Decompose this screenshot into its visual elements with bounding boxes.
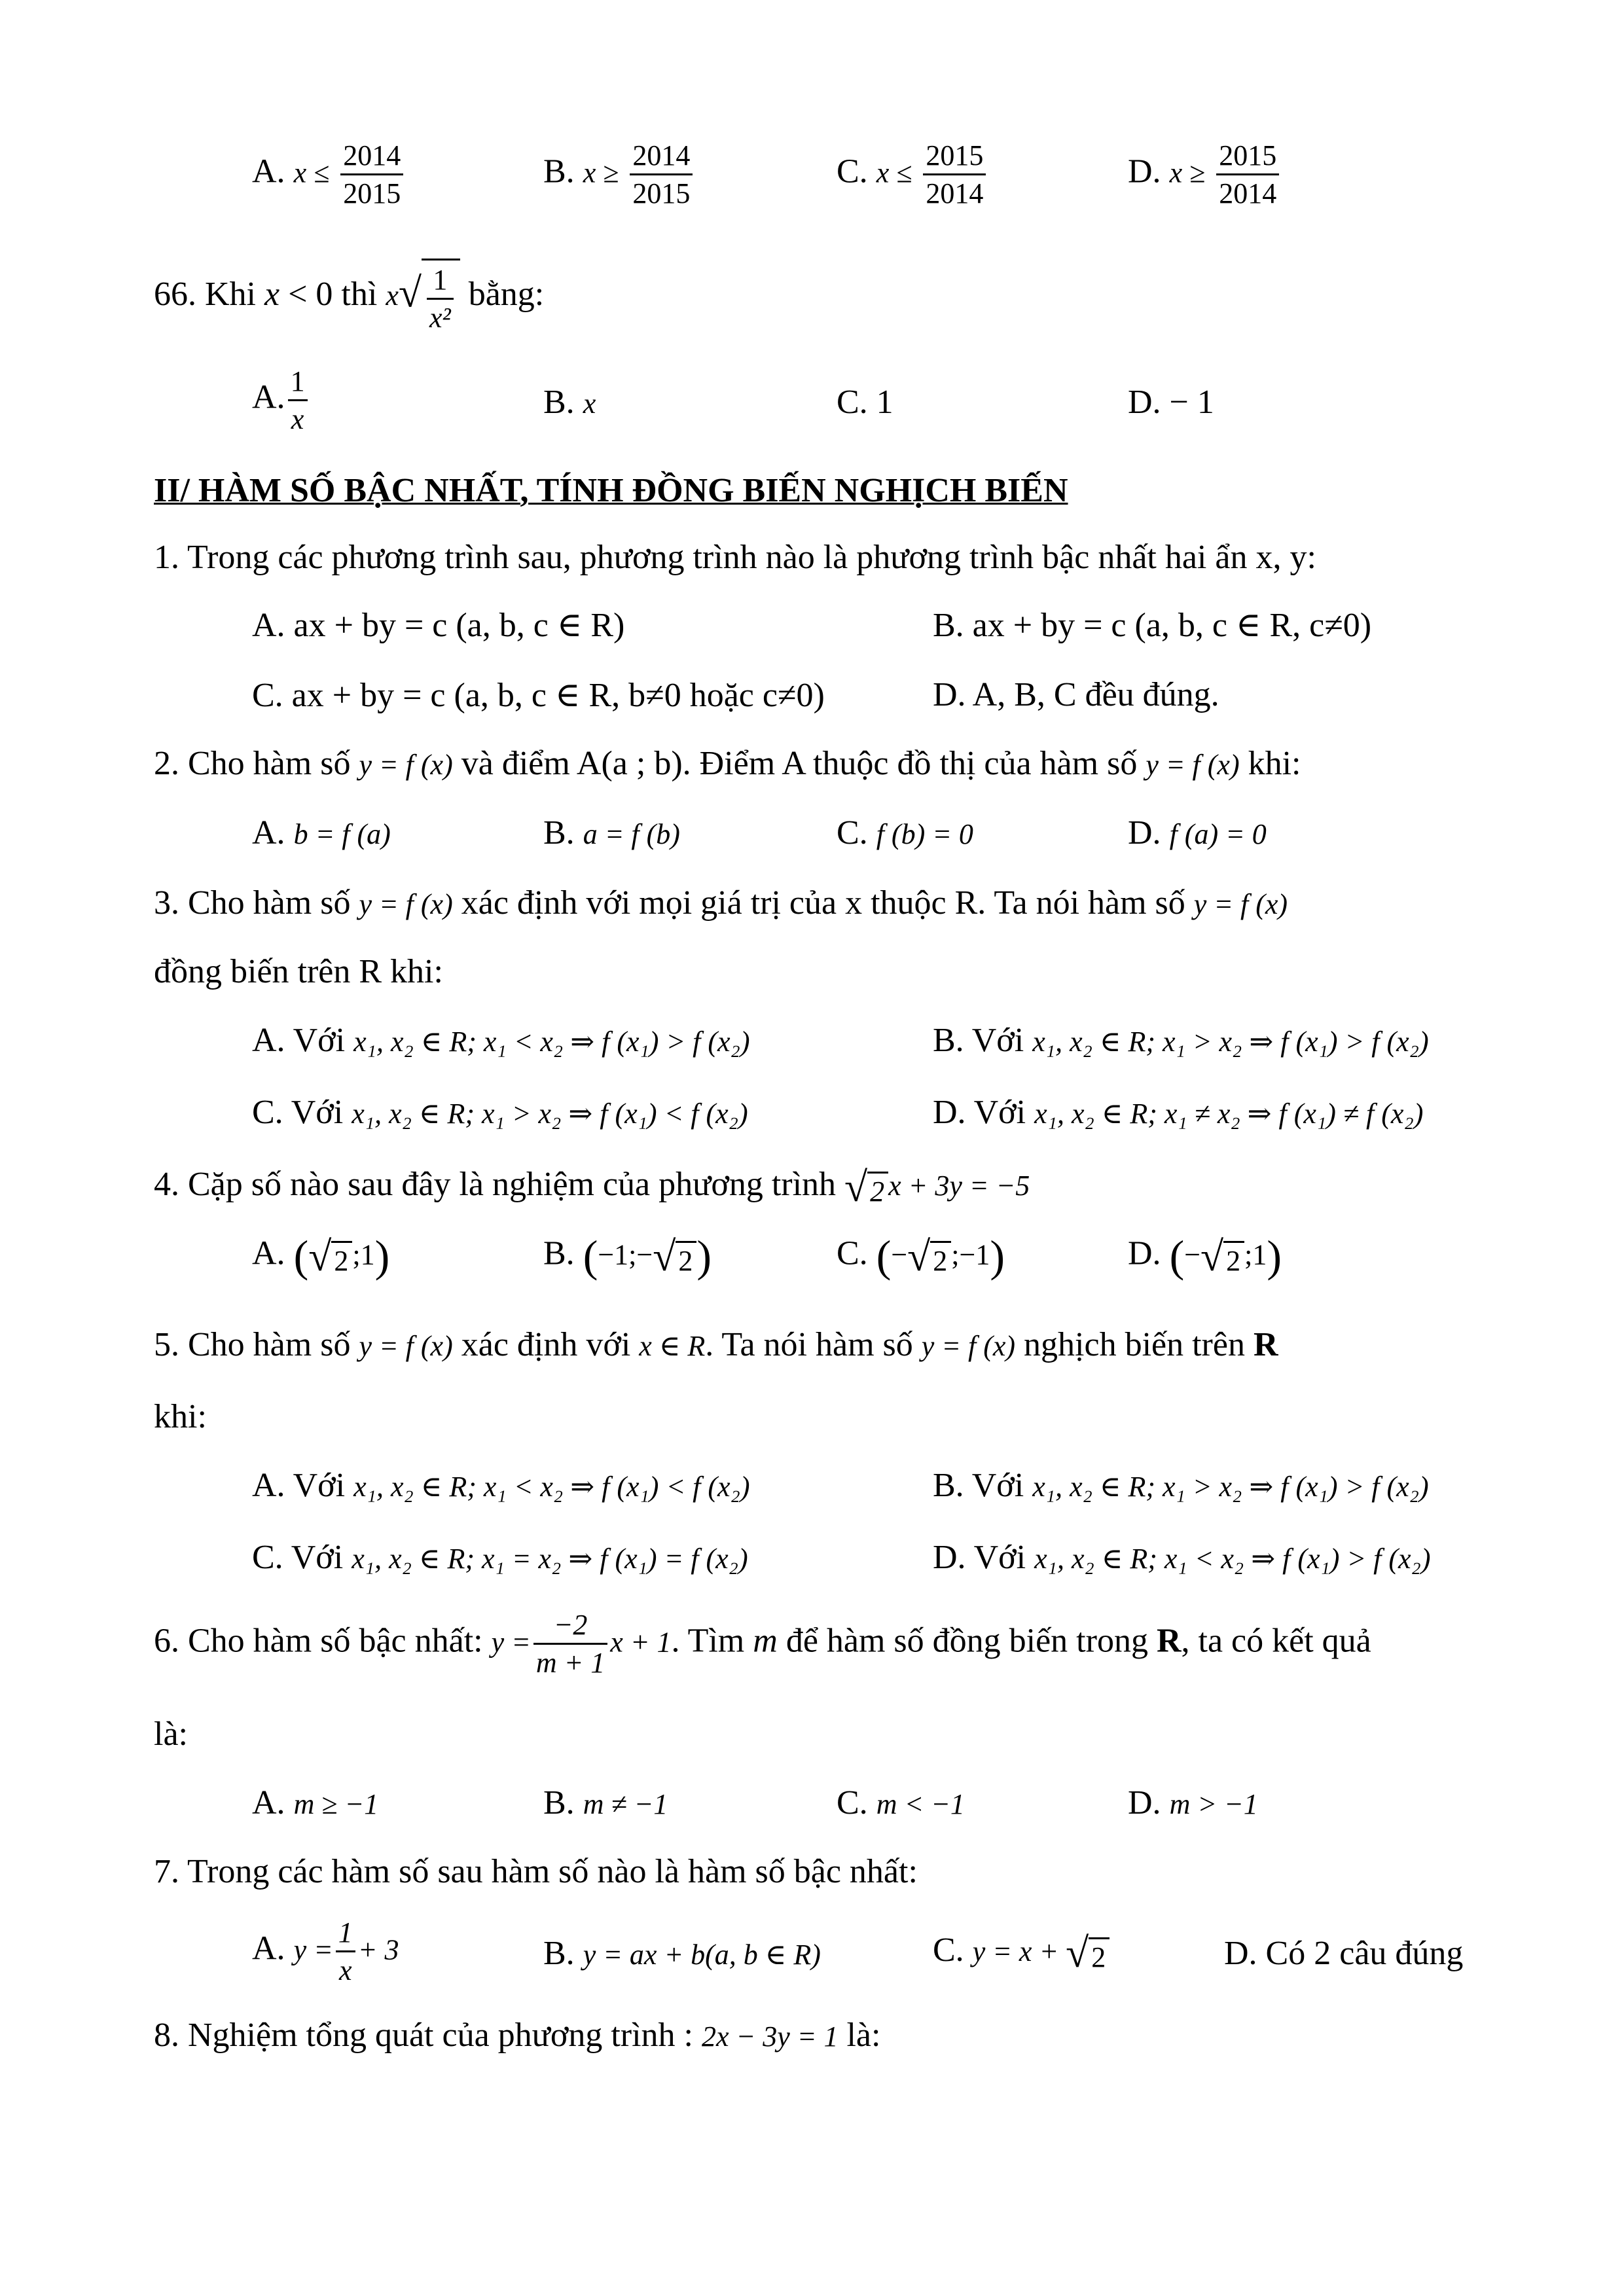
q1-option-c: C. ax + by = c (a, b, c ∈ R, b≠0 hoặc c≠0): [252, 677, 825, 714]
q66-option-a: A. $\frac{1}{x}$: [252, 363, 310, 437]
q65-d-fraction: $\frac{2015}{2014}$: [1216, 137, 1279, 211]
q3-option-a: A. Với x₁, x₂ ∈ R; x₁ < x₂ ⇒ f (x₁) > f (x₂): [252, 1022, 750, 1059]
q65-option-d: D. x ≥ $\frac{2015}{2014}$: [1128, 137, 1282, 211]
q1-option-b: B. ax + by = c (a, b, c ∈ R, c≠0): [933, 607, 1372, 644]
q5-question-cont: khi:: [154, 1398, 207, 1435]
q3-option-b: B. Với x₁, x₂ ∈ R; x₁ > x₂ ⇒ f (x₁) > f (x₂): [933, 1022, 1429, 1059]
q6-option-a: A. m ≥ −1: [252, 1784, 379, 1821]
q6-fraction: $\frac{-2}{m + 1}$: [533, 1607, 607, 1681]
q65-a-fraction: $\frac{2014}{2015}$: [340, 137, 403, 211]
q7-option-a: A. y = $\frac{1}{x}$ + 3: [252, 1914, 399, 1988]
q65-option-c: C. x ≤ $\frac{2015}{2014}$: [837, 137, 988, 211]
q3-question-cont: đồng biến trên R khi:: [154, 953, 443, 990]
q7-question: 7. Trong các hàm số sau hàm số nào là hàm số bậc nhất:: [154, 1853, 918, 1890]
q2-question: 2. Cho hàm số y = f (x) và điểm A(a ; b). Điểm A thuộc đồ thị của hàm số y = f (x) khi:: [154, 745, 1301, 782]
q7-option-d: D. Có 2 câu đúng: [1224, 1935, 1464, 1972]
section-heading: II/ HÀM SỐ BẬC NHẤT, TÍNH ĐỒNG BIẾN NGHỊCH BIẾN: [154, 472, 1068, 509]
q66-option-b: B. x: [543, 384, 596, 421]
q3-option-d: D. Với x₁, x₂ ∈ R; x₁ ≠ x₂ ⇒ f (x₁) ≠ f (x₂): [933, 1094, 1424, 1131]
q4-option-c: C. (−√2 ;−1): [837, 1231, 1005, 1281]
q65-option-a: A. x ≤ $\frac{2014}{2015}$: [252, 137, 406, 211]
q3-option-c: C. Với x₁, x₂ ∈ R; x₁ > x₂ ⇒ f (x₁) < f (x₂): [252, 1094, 748, 1131]
q2-option-c: C. f (b) = 0: [837, 814, 973, 852]
q65-b-fraction: $\frac{2014}{2015}$: [630, 137, 693, 211]
q2-option-d: D. f (a) = 0: [1128, 814, 1267, 852]
q1-question: 1. Trong các phương trình sau, phương trình nào là phương trình bậc nhất hai ẩn x, y:: [154, 539, 1316, 576]
q3-question: 3. Cho hàm số y = f (x) xác định với mọi giá trị của x thuộc R. Ta nói hàm số y = f (x): [154, 884, 1288, 922]
q6-option-d: D. m > −1: [1128, 1784, 1258, 1821]
q6-question-cont: là:: [154, 1715, 188, 1753]
q65-option-b: B. x ≥ $\frac{2014}{2015}$: [543, 137, 695, 211]
q66-option-c: C. 1: [837, 384, 893, 421]
q66-question: 66. Khi x < 0 thì x√ $\frac{1}{\text{x²}}$ bằng:: [154, 259, 544, 336]
q5-option-b: B. Với x₁, x₂ ∈ R; x₁ > x₂ ⇒ f (x₁) > f (x₂): [933, 1467, 1429, 1504]
q7-option-b: B. y = ax + b(a, b ∈ R): [543, 1935, 821, 1972]
q5-option-c: C. Với x₁, x₂ ∈ R; x₁ = x₂ ⇒ f (x₁) = f (x₂): [252, 1539, 748, 1576]
q6-question: 6. Cho hàm số bậc nhất: y = $\frac{-2}{m + 1}$ x + 1. Tìm m để hàm số đồng biến trong R, ta có kết quả: [154, 1607, 1371, 1681]
q6-option-b: B. m ≠ −1: [543, 1784, 668, 1821]
q1-option-a: A. ax + by = c (a, b, c ∈ R): [252, 607, 625, 644]
q2-option-a: A. b = f (a): [252, 814, 391, 852]
q2-option-b: B. a = f (b): [543, 814, 680, 852]
q66-sqrt: √ $\frac{1}{\text{x²}}$: [399, 259, 460, 336]
q5-option-d: D. Với x₁, x₂ ∈ R; x₁ < x₂ ⇒ f (x₁) > f (x₂): [933, 1539, 1431, 1576]
q4-option-d: D. (−√2 ;1): [1128, 1231, 1282, 1281]
q4-option-b: B. (−1;−√2): [543, 1231, 712, 1281]
q7-option-c: C. y = x + √2: [933, 1931, 1110, 1974]
q5-option-a: A. Với x₁, x₂ ∈ R; x₁ < x₂ ⇒ f (x₁) < f (x₂): [252, 1467, 750, 1504]
q5-question: 5. Cho hàm số y = f (x) xác định với x ∈ R. Ta nói hàm số y = f (x) nghịch biến trên R: [154, 1326, 1278, 1363]
q4-sqrt: √2: [844, 1166, 888, 1208]
q4-option-a: A. (√2 ;1): [252, 1231, 390, 1281]
q66-option-d: D. − 1: [1128, 384, 1214, 421]
q6-option-c: C. m < −1: [837, 1784, 965, 1821]
q4-question: 4. Cặp số nào sau đây là nghiệm của phương trình √2 x + 3y = −5: [154, 1164, 1030, 1211]
q65-c-fraction: $\frac{2015}{2014}$: [923, 137, 986, 211]
q1-option-d: D. A, B, C đều đúng.: [933, 676, 1219, 713]
q8-question: 8. Nghiệm tổng quát của phương trình : 2x − 3y = 1 là:: [154, 2017, 881, 2054]
